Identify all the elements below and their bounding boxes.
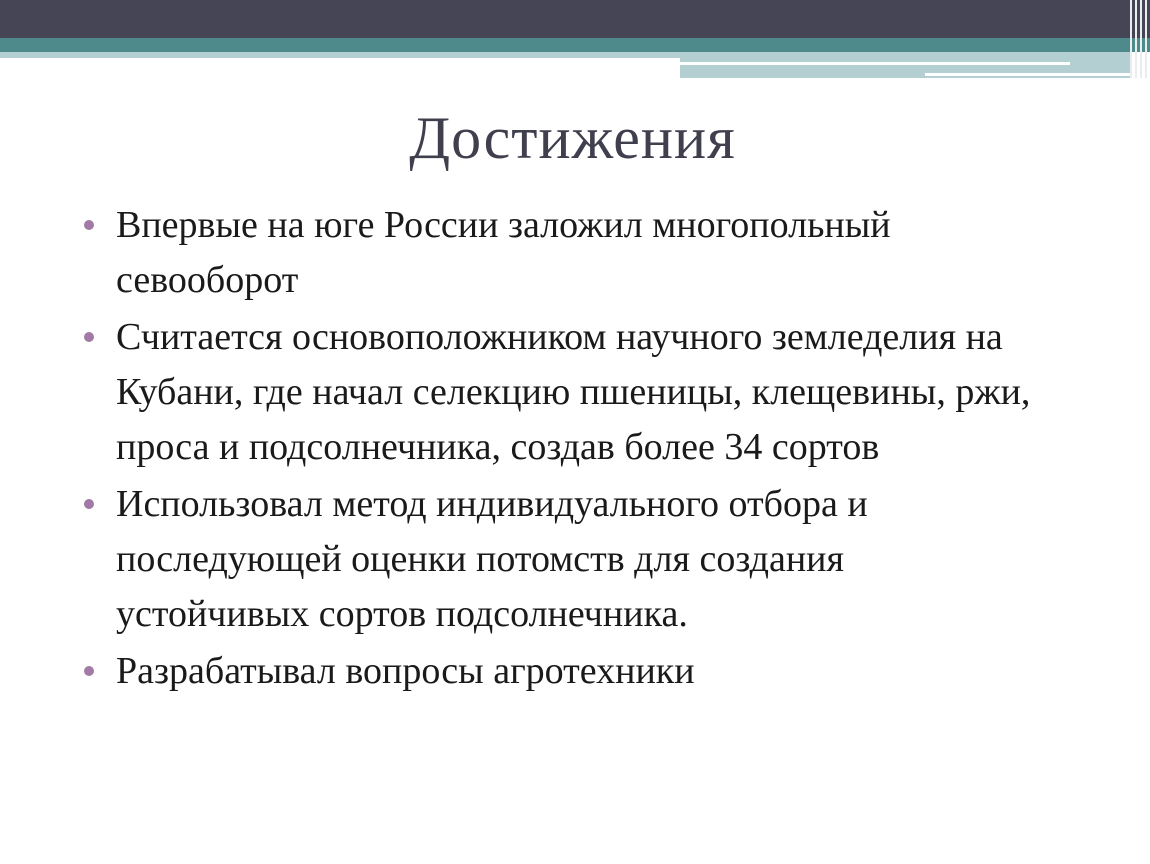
bullet-item [80,644,1040,699]
slide-title: Достижения [409,105,736,171]
bullet-text: Впервые на юге России заложил многопольный севооборот [116,204,891,301]
stripe [1140,0,1142,78]
bullet-icon [84,220,94,230]
header-band-light-left [0,52,680,58]
stripe [1135,0,1137,78]
header-divider-line [925,73,1130,76]
bullet-icon [84,666,94,676]
bullet-text: Использовал метод индивидуального отбора и последующей оценки потомств для создания устойчивых сортов подсолнечника. [116,483,868,635]
bullet-item [80,477,1040,642]
header-vertical-stripes [1126,0,1150,78]
header-divider-line [680,62,1070,65]
bullet-icon [84,332,94,342]
bullet-list [80,198,1040,701]
bullet-item [80,310,1040,475]
stripe [1145,0,1147,78]
bullet-text: Считается основоположником научного земледелия на Кубани, где начал селекцию пшеницы, клещевины, ржи, проса и подсолнечника, создав более 34 сортов [116,316,1031,468]
stripe [1130,0,1132,78]
bullet-icon [84,499,94,509]
header-band-teal [0,38,1150,52]
header-band-dark [0,0,1150,38]
bullet-text: Разрабатывал вопросы агротехники [116,650,695,692]
bullet-item [80,198,1040,308]
